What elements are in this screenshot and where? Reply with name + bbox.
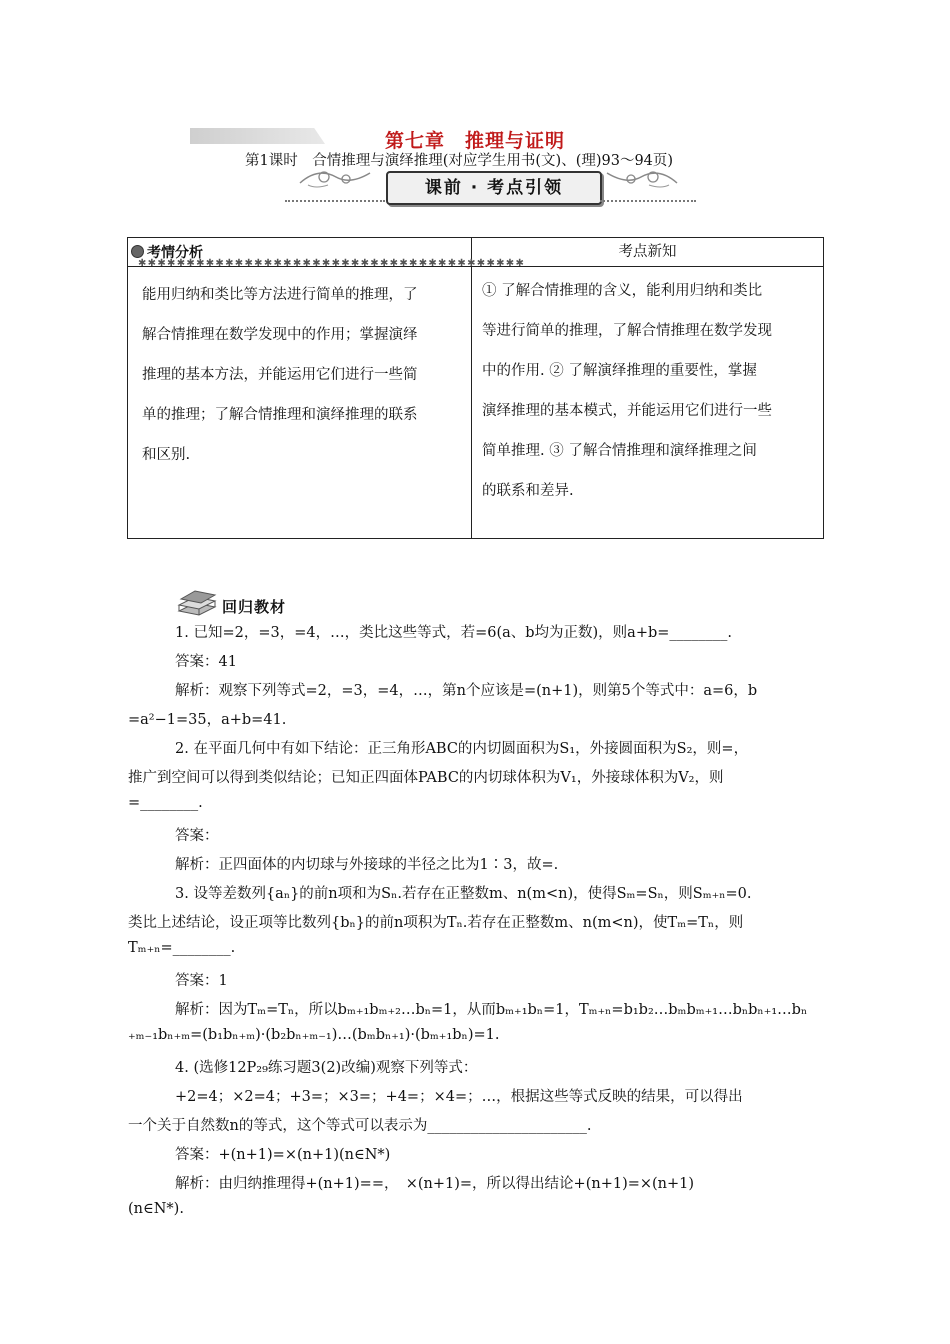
left-line: 单的推理；了解合情推理和演绎推理的联系 <box>142 407 418 423</box>
content-line: 2. 在平面几何中有如下结论：正三角形ABC的内切圆面积为S₁，外接圆面积为S₂，则=， <box>175 741 749 757</box>
content-line: 解析：因为Tₘ=Tₙ，所以bₘ₊₁bₘ₊₂…bₙ=1，从而bₘ₊₁bₙ=1，Tₘ₊ₙ=b₁b₂…bₘbₘ₊₁…bₙbₙ₊₁…bₙ <box>175 1002 808 1018</box>
content-line: 解析：由归纳推理得+(n+1)==， ×(n+1)=，所以得出结论+(n+1)=×(n+1) <box>175 1176 695 1192</box>
right-line: 等进行简单的推理，了解合情推理在数学发现 <box>482 323 772 339</box>
left-line: 和区别. <box>142 447 191 463</box>
table-left-header <box>128 238 526 269</box>
content-line: 1. 已知=2，=3，=4，…，类比这些等式，若=6(a、b均为正数)，则a+b=________. <box>175 625 733 641</box>
content-line: 答案：41 <box>175 654 237 670</box>
content-line: (n∈N*). <box>128 1201 184 1217</box>
content-line: +2=4；×2=4；+3=；×3=；+4=；×4=；…，根据这些等式反映的结果，可以得出 <box>175 1089 743 1105</box>
content-line: 3. 设等差数列{aₙ}的前n项和为Sₙ.若存在正整数m、n(m<n)，使得Sₘ=Sₙ，则Sₘ₊ₙ=0. <box>175 886 752 902</box>
ornament-right-icon <box>604 163 679 191</box>
content-line: 答案： <box>175 828 219 844</box>
section-label: 回归教材 <box>222 598 287 616</box>
dotted-rule-left <box>285 200 385 202</box>
right-line: 简单推理. ③ 了解合情推理和演绎推理之间 <box>482 443 757 459</box>
content-line: =________. <box>128 795 203 811</box>
content-line: 推广到空间可以得到类似结论；已知正四面体PABC的内切球体积为V₁，外接球体积为V₂，则 <box>128 770 724 786</box>
right-line: 中的作用. ② 了解演绎推理的重要性，掌握 <box>482 363 757 379</box>
content-line: 一个关于自然数n的等式，这个等式可以表示为______________________. <box>128 1118 592 1134</box>
content-line: Tₘ₊ₙ=________. <box>128 940 236 956</box>
bullet-icon <box>131 245 144 258</box>
right-line: ① 了解合情推理的含义，能利用归纳和类比 <box>482 283 763 299</box>
content-line: ₊ₘ₋₁bₙ₊ₘ=(b₁bₙ₊ₘ)·(b₂bₙ₊ₘ₋₁)…(bₘbₙ₊₁)·(bₘ₊₁bₙ)=1. <box>128 1027 500 1043</box>
content-line: 解析：正四面体的内切球与外接球的半径之比为1∶3，故=. <box>175 857 559 873</box>
table-right-cell <box>472 267 824 539</box>
table-right-header: 考点新知 <box>472 238 824 267</box>
content-line: =a²−1=35，a+b=41. <box>128 712 287 728</box>
chapter-title: 第七章 推理与证明 <box>384 130 565 152</box>
content-line: 类比上述结论，设正项等比数列{bₙ}的前n项积为Tₙ.若存在正整数m、n(m<n)，使Tₘ=Tₙ，则 <box>128 915 744 931</box>
ornament-left-icon <box>298 163 373 191</box>
star-divider: ✱✱✱✱✱✱✱✱✱✱✱✱✱✱✱✱✱✱✱✱✱✱✱✱✱✱✱✱✱✱✱✱✱✱✱✱✱✱✱✱ <box>138 258 526 269</box>
section-badge: 课前 · 考点引领 <box>386 171 602 205</box>
content-line: 4. (选修12P₂₉练习题3(2)改编)观察下列等式： <box>175 1060 478 1076</box>
books-icon <box>175 589 219 617</box>
left-line: 能用归纳和类比等方法进行简单的推理，了 <box>142 287 418 303</box>
content-line: 答案：+(n+1)=×(n+1)(n∈N*) <box>175 1147 391 1163</box>
left-tag: 考情分析 <box>131 242 203 262</box>
right-line: 的联系和差异. <box>482 483 574 499</box>
content-line: 答案：1 <box>175 973 228 989</box>
content-line: 解析：观察下列等式=2，=3，=4，…，第n个应该是=(n+1)，则第5个等式中：a=6，b <box>175 683 758 699</box>
table-left-cell <box>128 267 472 539</box>
left-line: 解合情推理在数学发现中的作用；掌握演绎 <box>142 327 418 343</box>
left-line: 推理的基本方法，并能运用它们进行一些简 <box>142 367 418 383</box>
right-line: 演绎推理的基本模式，并能运用它们进行一些 <box>482 403 772 419</box>
dotted-rule-right <box>600 200 696 202</box>
lesson-subtitle: 第1课时 合情推理与演绎推理(对应学生用书(文)、(理)93～94页) <box>245 153 674 169</box>
exam-analysis-table <box>127 237 824 539</box>
